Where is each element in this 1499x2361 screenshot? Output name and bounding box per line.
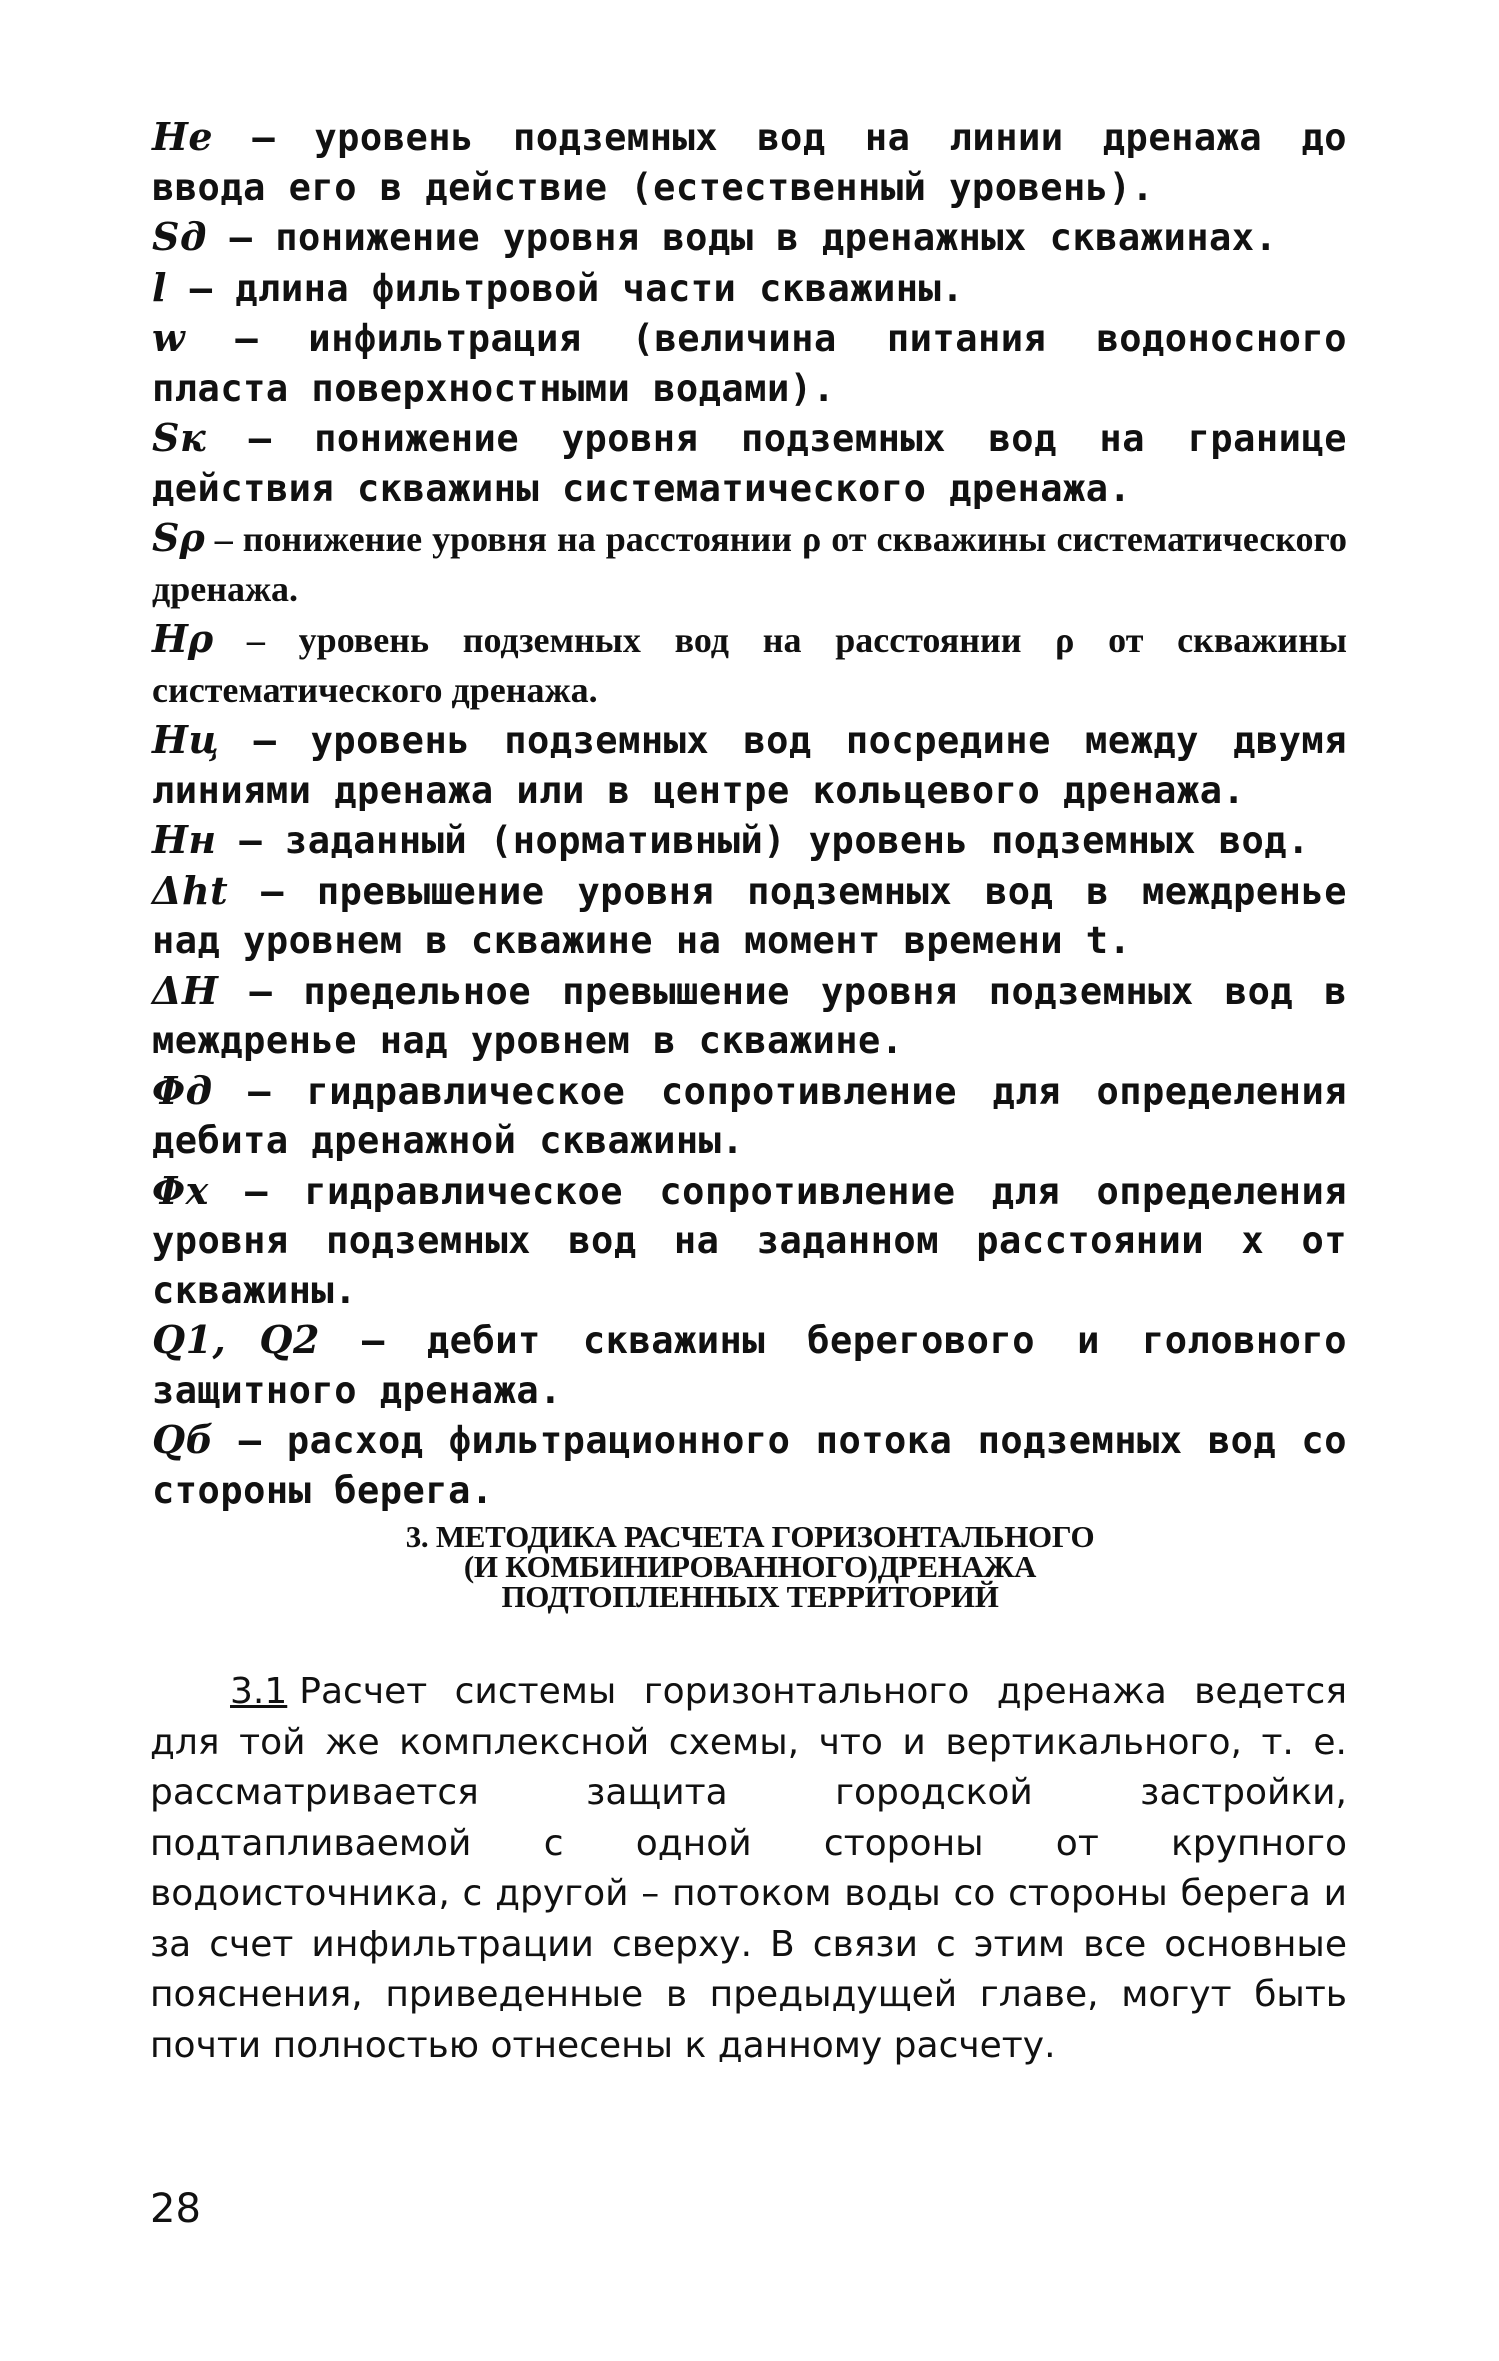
definition-text: – превышение уровня подземных вод в междренье над уровнем в скважине на момент времени t. (152, 869, 1347, 962)
definition-symbol: Qб (152, 1417, 214, 1462)
definition-item (152, 513, 1347, 614)
section-heading (300, 1519, 1200, 1614)
definition-text: – расход фильтрационного потока подземных вод со стороны берега. (152, 1419, 1347, 1512)
paragraph-text: Расчет системы горизонтального дренажа ведется для той же комплексной схемы, что и вертикального, т. е. рассматривается защита городской застройки, подтапливаемой с одной стороны от крупного водоисточника, с другой – потоком воды со стороны берега и за счет инфильтрации сверху. В связи с этим все основные пояснения, приведенные в предыдущей главе, могут быть почти полностью отнесены к данному расчету. (150, 1671, 1347, 2066)
definition-symbol: Φx (152, 1167, 209, 1213)
definition-symbol: Sд (152, 214, 207, 259)
paragraph-number: 3.1 (230, 1671, 288, 1712)
definition-symbol: Sк (152, 415, 207, 460)
definition-symbol: Q1, Q2 (152, 1317, 320, 1362)
definition-item (152, 1066, 1347, 1166)
definition-text: – гидравлическое сопротивление для определения уровня подземных вод на заданном расстоянии x от скважины. (152, 1169, 1347, 1312)
definition-item (152, 413, 1347, 513)
definition-item (152, 263, 1347, 314)
definition-text: – длина фильтровой части скважины. (166, 266, 965, 310)
definition-item (152, 1415, 1347, 1515)
definition-symbol: Φд (152, 1067, 213, 1113)
definition-item (152, 866, 1347, 966)
definition-item (152, 715, 1347, 815)
definition-text: – понижение уровня подземных вод на границе действия скважины систематического дренажа. (152, 417, 1347, 510)
definition-item (152, 614, 1347, 715)
definition-symbol: Sρ (152, 515, 205, 560)
definition-text: – предельное превышение уровня подземных вод в междренье над уровнем в скважине. (152, 969, 1347, 1062)
definition-text: – понижение уровня воды в дренажных скважинах. (206, 216, 1278, 259)
definition-symbol: Δht (152, 867, 229, 913)
definition-text: – гидравлическое сопротивление для определения дебита дренажной скважины. (152, 1069, 1347, 1162)
definition-symbol: w (152, 315, 186, 360)
definition-text: – инфильтрация (величина питания водоносного пласта поверхностными водами). (152, 317, 1347, 410)
section-heading-line: 3. МЕТОДИКА РАСЧЕТА ГОРИЗОНТАЛЬНОГО (405, 1519, 1095, 1554)
definition-symbol: Hц (152, 717, 220, 762)
definition-item (152, 212, 1347, 263)
definition-text: – уровень подземных вод на линии дренажа до ввода его в действие (естественный уровень). (152, 116, 1347, 209)
definition-item (152, 1166, 1347, 1316)
definition-item (152, 815, 1347, 866)
definition-text: – дебит скважины берегового и головного защитного дренажа. (152, 1319, 1347, 1412)
definition-item (152, 313, 1347, 413)
section-heading-line: ПОДТОПЛЕННЫХ ТЕРРИТОРИЙ (501, 1579, 999, 1614)
section-heading-line: (И КОМБИНИРОВАННОГО)ДРЕНАЖА (463, 1549, 1037, 1584)
page-number: 28 (150, 2186, 201, 2232)
definition-text: – уровень подземных вод посредине между двумя линиями дренажа или в центре кольцевого дренажа. (152, 719, 1347, 812)
definition-item (152, 966, 1347, 1066)
definition-symbol: ΔH (152, 967, 219, 1013)
definition-symbol: l (152, 264, 167, 310)
definition-item (152, 1315, 1347, 1415)
definition-text: – уровень подземных вод на расстоянии ρ от скважины систематического дренажа. (152, 620, 1347, 710)
section-paragraph (150, 1667, 1347, 2071)
definition-symbol: Hе (152, 114, 214, 159)
definition-item (152, 112, 1347, 212)
definition-symbol: Hн (152, 817, 217, 862)
definition-text: – заданный (нормативный) уровень подземных вод. (216, 819, 1310, 862)
definition-symbol: Hρ (152, 616, 214, 661)
notation-list (152, 112, 1347, 1515)
definition-text: – понижение уровня на расстоянии ρ от скважины систематического дренажа. (152, 519, 1347, 609)
